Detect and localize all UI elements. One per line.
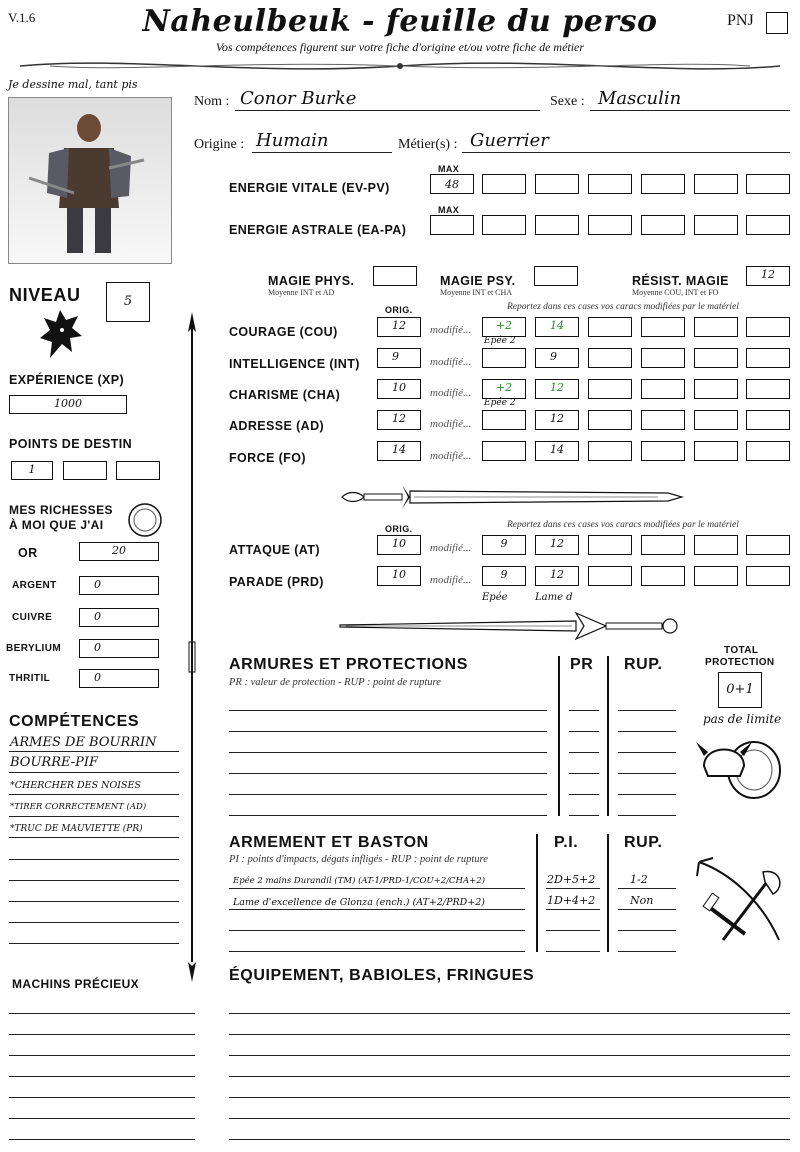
stat-mod-box[interactable]: 12: [535, 410, 579, 430]
modifie-label: modifié...: [430, 356, 472, 368]
destin-box[interactable]: 1: [11, 461, 53, 480]
stat-label: INTELLIGENCE (INT): [229, 357, 360, 371]
stat-mod-box[interactable]: [588, 317, 632, 337]
equipement-title: ÉQUIPEMENT, BABIOLES, FRINGUES: [229, 967, 535, 984]
sexe-field[interactable]: Masculin: [598, 88, 682, 109]
stat-label: CHARISME (CHA): [229, 388, 341, 402]
total-protection-label-1: TOTAL: [724, 645, 759, 656]
combat-note: Reportez dans ces cases vos caracs modifiées par le matériel: [507, 520, 739, 530]
stat-mod-box[interactable]: [588, 441, 632, 461]
stat-mod-box[interactable]: +2: [482, 317, 526, 337]
stat-mod-box[interactable]: [746, 441, 790, 461]
resist-magie-box[interactable]: 12: [746, 266, 790, 286]
pr-header: PR: [570, 656, 594, 673]
stat-mod-box[interactable]: [588, 348, 632, 368]
attaque-mod-box[interactable]: 9: [482, 535, 526, 555]
ea-max-box[interactable]: [430, 215, 474, 235]
origine-label: Origine :: [194, 137, 245, 152]
competence-item[interactable]: *TRUC DE MAUVIETTE (PR): [10, 824, 143, 834]
or-label: OR: [18, 546, 38, 560]
stat-mod-box[interactable]: [694, 317, 738, 337]
sexe-label: Sexe :: [550, 94, 585, 109]
thritil-box[interactable]: 0: [79, 669, 159, 688]
portrait-caption: Je dessine mal, tant pis: [8, 78, 138, 91]
cuivre-box[interactable]: 0: [79, 608, 159, 627]
armement-rup-header: RUP.: [624, 834, 663, 851]
stat-mod-box[interactable]: 9: [535, 348, 579, 368]
stats-note: Reportez dans ces cases vos caracs modifiées par le matériel: [507, 302, 739, 312]
page-subtitle: Vos compétences figurent sur votre fiche d'origine et/ou votre fiche de métier: [215, 40, 585, 54]
resist-magie-note: Moyenne COU, INT et FO: [632, 288, 719, 297]
ev-box[interactable]: [694, 174, 738, 194]
thritil-label: THRITIL: [9, 673, 51, 684]
resist-magie-label: RÉSIST. MAGIE: [632, 274, 729, 288]
parade-mod-box[interactable]: [588, 566, 632, 586]
combat-col-note: Lame d: [535, 592, 573, 603]
attaque-label: ATTAQUE (AT): [229, 543, 320, 557]
magie-phys-note: Moyenne INT et AD: [268, 288, 335, 297]
stat-mod-box[interactable]: [482, 410, 526, 430]
ev-box[interactable]: [588, 174, 632, 194]
berylium-label: BERYLIUM: [6, 643, 62, 654]
helmet-shield-icon: [696, 726, 786, 804]
attaque-orig-box[interactable]: 10: [377, 535, 421, 555]
stat-mod-box[interactable]: [641, 441, 685, 461]
magie-phys-box[interactable]: [373, 266, 417, 286]
berylium-box[interactable]: 0: [79, 639, 159, 658]
stat-mod-box[interactable]: [641, 379, 685, 399]
modifie-label: modifié...: [430, 450, 472, 462]
stat-mod-box[interactable]: [588, 410, 632, 430]
competence-item[interactable]: ARMES DE BOURRIN: [10, 735, 157, 750]
total-protection-box[interactable]: 0+1: [718, 672, 762, 708]
dragon-icon: [36, 306, 84, 362]
modifie-label: modifié...: [430, 542, 472, 554]
attaque-mod-box[interactable]: [746, 535, 790, 555]
magie-psy-box[interactable]: [534, 266, 578, 286]
ev-box[interactable]: [535, 174, 579, 194]
metier-field[interactable]: Guerrier: [470, 130, 549, 151]
stat-mod-box[interactable]: [694, 410, 738, 430]
modifie-label: modifié...: [430, 387, 472, 399]
parade-mod-box[interactable]: [694, 566, 738, 586]
modifie-label: modifié...: [430, 574, 472, 586]
parade-label: PARADE (PRD): [229, 575, 324, 589]
ev-box[interactable]: [482, 174, 526, 194]
weapon-name[interactable]: Lame d'excellence de Glonza (ench.) (AT+2/PRD+2): [233, 897, 485, 908]
ea-box[interactable]: [535, 215, 579, 235]
stat-mod-box[interactable]: [694, 379, 738, 399]
stat-mod-box[interactable]: [694, 348, 738, 368]
pi-header: P.I.: [554, 834, 579, 851]
ev-label: ENERGIE VITALE (EV-PV): [229, 181, 390, 195]
ev-max-label: MAX: [438, 164, 460, 174]
modifie-label: modifié...: [430, 324, 472, 336]
or-box[interactable]: 20: [79, 542, 159, 561]
ev-box[interactable]: [746, 174, 790, 194]
competences-title: COMPÉTENCES: [9, 713, 140, 730]
combat-col-note: Epée: [482, 592, 508, 603]
xp-box[interactable]: 1000: [9, 395, 127, 414]
stat-label: FORCE (FO): [229, 451, 306, 465]
stat-orig-box[interactable]: 10: [377, 379, 421, 399]
spear-divider: [182, 312, 202, 982]
stat-label: ADRESSE (AD): [229, 419, 325, 433]
pas-de-limite-label: pas de limite: [703, 712, 782, 726]
pnj-label: PNJ: [727, 12, 754, 29]
weapon-name[interactable]: Epée 2 mains Durandil (TM) (AT-1/PRD-1/COU+2/CHA+2): [233, 876, 485, 886]
total-protection-label-2: PROTECTION: [705, 657, 775, 668]
stat-mod-box[interactable]: [746, 379, 790, 399]
stat-sub-note: Epée 2: [484, 336, 516, 346]
stat-mod-box[interactable]: [641, 348, 685, 368]
ev-box[interactable]: [641, 174, 685, 194]
stat-mod-box[interactable]: [641, 317, 685, 337]
ea-max-label: MAX: [438, 205, 460, 215]
crossed-weapons-icon: [693, 854, 789, 946]
weapon-rup[interactable]: Non: [630, 894, 654, 907]
version-label: V.1.6: [8, 10, 36, 25]
parade-mod-box[interactable]: [746, 566, 790, 586]
destin-box[interactable]: [63, 461, 107, 480]
sword-divider-icon: [336, 609, 682, 643]
ev-max-box[interactable]: 48: [430, 174, 474, 194]
armement-note: PI : points d'impacts, dégats infligés - RUP : point de rupture: [229, 854, 488, 865]
competence-item[interactable]: *CHERCHER DES NOISES: [10, 780, 141, 791]
parade-mod-box[interactable]: 12: [535, 566, 579, 586]
destin-label: POINTS DE DESTIN: [9, 437, 133, 451]
nom-field[interactable]: Conor Burke: [240, 88, 357, 109]
parade-mod-box[interactable]: 9: [482, 566, 526, 586]
weapon-rup[interactable]: 1-2: [630, 873, 648, 886]
niveau-box[interactable]: 5: [106, 282, 150, 322]
stat-orig-box[interactable]: 9: [377, 348, 421, 368]
competence-item[interactable]: *TIRER CORRECTEMENT (AD): [10, 802, 147, 812]
pnj-checkbox[interactable]: [766, 12, 788, 34]
stat-mod-box[interactable]: [746, 348, 790, 368]
modifie-label: modifié...: [430, 418, 472, 430]
cuivre-label: CUIVRE: [12, 612, 53, 623]
ea-box[interactable]: [482, 215, 526, 235]
destin-box[interactable]: [116, 461, 160, 480]
competence-item[interactable]: BOURRE-PIF: [10, 755, 99, 770]
ea-box[interactable]: [694, 215, 738, 235]
armures-title: ARMURES ET PROTECTIONS: [229, 656, 468, 673]
stat-sub-note: Epée 2: [484, 398, 516, 408]
ea-box[interactable]: [746, 215, 790, 235]
stat-orig-box[interactable]: 12: [377, 410, 421, 430]
stat-mod-box[interactable]: +2: [482, 379, 526, 399]
argent-label: ARGENT: [12, 580, 57, 591]
magie-psy-label: MAGIE PSY.: [440, 274, 516, 288]
ea-box[interactable]: [588, 215, 632, 235]
armures-rup-header: RUP.: [624, 656, 663, 673]
weapon-pi[interactable]: 2D+5+2: [547, 873, 596, 886]
decorative-vine-divider: [10, 54, 790, 78]
stat-mod-box[interactable]: [694, 441, 738, 461]
machins-title: MACHINS PRÉCIEUX: [12, 977, 140, 991]
attaque-mod-box[interactable]: 12: [535, 535, 579, 555]
stat-orig-box[interactable]: 12: [377, 317, 421, 337]
origine-field[interactable]: Humain: [256, 130, 329, 151]
stat-orig-box[interactable]: 14: [377, 441, 421, 461]
metier-label: Métier(s) :: [398, 137, 458, 152]
stat-mod-box[interactable]: [746, 317, 790, 337]
stat-mod-box[interactable]: [641, 410, 685, 430]
magie-psy-note: Moyenne INT et CHA: [440, 288, 513, 297]
stat-label: COURAGE (COU): [229, 325, 338, 339]
magie-phys-label: MAGIE PHYS.: [268, 274, 355, 288]
sword-divider-icon: [338, 483, 684, 511]
attaque-mod-box[interactable]: [694, 535, 738, 555]
armures-note: PR : valeur de protection - RUP : point de rupture: [229, 677, 441, 688]
attaque-mod-box[interactable]: [641, 535, 685, 555]
combat-orig-label: ORIG.: [385, 524, 413, 534]
richesses-label-1: MES RICHESSES: [9, 503, 113, 517]
stat-mod-box[interactable]: [482, 441, 526, 461]
niveau-label: NIVEAU: [9, 285, 81, 305]
stat-mod-box[interactable]: [482, 348, 526, 368]
parade-orig-box[interactable]: 10: [377, 566, 421, 586]
coin-icon: [127, 502, 163, 538]
nom-label: Nom :: [194, 94, 230, 109]
character-portrait: [8, 97, 172, 264]
armement-title: ARMEMENT ET BASTON: [229, 834, 429, 851]
stat-mod-box[interactable]: 14: [535, 441, 579, 461]
richesses-label-2: À MOI QUE J'AI: [9, 518, 104, 532]
weapon-pi[interactable]: 1D+4+2: [547, 894, 596, 907]
stat-mod-box[interactable]: 14: [535, 317, 579, 337]
parade-mod-box[interactable]: [641, 566, 685, 586]
stat-mod-box[interactable]: 12: [535, 379, 579, 399]
page-title: Naheulbeuk - feuille du perso: [142, 4, 658, 39]
ea-box[interactable]: [641, 215, 685, 235]
stats-orig-label: ORIG.: [385, 305, 413, 315]
stat-mod-box[interactable]: [746, 410, 790, 430]
ea-label: ENERGIE ASTRALE (EA-PA): [229, 223, 407, 237]
attaque-mod-box[interactable]: [588, 535, 632, 555]
argent-box[interactable]: 0: [79, 576, 159, 595]
xp-label: EXPÉRIENCE (XP): [9, 373, 125, 387]
stat-mod-box[interactable]: [588, 379, 632, 399]
